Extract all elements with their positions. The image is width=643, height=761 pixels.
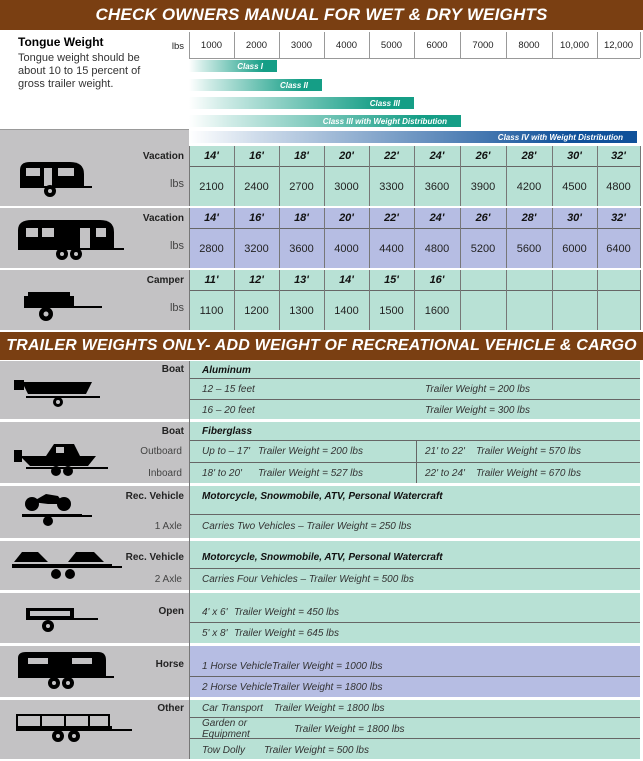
trailer-length-1-9: 32': [611, 212, 626, 224]
boat-aluminum-size-0: 12 – 15 feet: [202, 383, 255, 395]
top-banner: CHECK OWNERS MANUAL FOR WET & DRY WEIGHTS: [0, 0, 643, 30]
trailer-length-1-5: 24': [429, 212, 445, 224]
class-bar-3: Class III with Weight Distribution: [189, 115, 461, 127]
class-bar-2: Class III: [189, 97, 414, 109]
row-gap-1: [0, 206, 643, 208]
boat-fiberglass-kind-1: Inboard: [148, 467, 182, 479]
weight-scale-6: 7000: [472, 39, 494, 51]
trailer-length-2-1: 12': [249, 274, 264, 286]
trailer-length-1-0: 14': [204, 212, 219, 224]
horse-trailer-icon: [14, 648, 114, 692]
boat-fiberglass-a-weight-0: Trailer Weight = 200 lbs: [258, 445, 363, 457]
trailer-unit-label-0: lbs: [169, 178, 184, 190]
snowmobile-trailer-icon: [8, 544, 122, 584]
trailer-length-1-1: 16': [249, 212, 264, 224]
horse-weight-1: Trailer Weight = 1800 lbs: [272, 681, 383, 693]
other-weight-0: Trailer Weight = 1800 lbs: [274, 702, 385, 714]
rec2-header: Motorcycle, Snowmobile, ATV, Personal Watercraft: [202, 551, 443, 563]
rec1-label: Rec. Vehicle: [125, 490, 184, 502]
trailer-weight-1-3: 4000: [334, 242, 359, 255]
trailer-col-line: [640, 270, 641, 330]
class-bar-4: Class IV with Weight Distribution: [189, 131, 637, 143]
other-weight-1: Trailer Weight = 1800 lbs: [294, 723, 405, 735]
trailer-length-0-5: 24': [429, 150, 445, 162]
trailer-weight-0-9: 4800: [606, 180, 631, 193]
scale-divider: [234, 32, 235, 58]
trailer-length-1-7: 28': [521, 212, 537, 224]
open-weight-1: Trailer Weight = 645 lbs: [234, 627, 339, 639]
trailer-type-label-0: Vacation: [142, 150, 184, 162]
class-bar-0: Class I: [189, 60, 277, 72]
open-size-1: 5' x 8': [202, 627, 228, 639]
rec2-row: Carries Four Vehicles – Trailer Weight = 500 lbs: [202, 573, 414, 585]
trailer-length-2-0: 11': [204, 274, 219, 286]
boat-fiberglass-a-weight-1: Trailer Weight = 527 lbs: [258, 467, 363, 479]
boat-aluminum-icon: [12, 372, 108, 410]
open-label: Open: [158, 605, 184, 617]
trailer-col-line: [552, 270, 553, 330]
weight-scale-4: 5000: [380, 39, 403, 51]
boat-fiberglass-b-size-1: 22' to 24': [425, 467, 465, 479]
trailer-weight-0-2: 2700: [289, 180, 314, 193]
boat-fiberglass-icon: [12, 436, 112, 476]
class-bar-1: Class II: [189, 79, 322, 91]
horse-label: Horse: [155, 658, 184, 670]
boat-fiberglass-b-weight-0: Trailer Weight = 570 lbs: [476, 445, 581, 457]
mid-banner: TRAILER WEIGHTS ONLY- ADD WEIGHT OF RECREATIONAL VEHICLE & CARGO: [0, 332, 643, 360]
trailer-type-label-1: Vacation: [142, 212, 184, 224]
boat-aluminum-line-2: [189, 399, 640, 400]
scale-divider: [506, 32, 507, 58]
trailer-weight-2-1: 1200: [244, 304, 269, 317]
rec1-row: Carries Two Vehicles – Trailer Weight = 250 lbs: [202, 520, 412, 532]
trailer-length-1-8: 30': [567, 212, 582, 224]
trailer-weight-0-5: 3600: [424, 180, 450, 193]
trailer-weight-0-4: 3300: [379, 180, 404, 193]
scale-divider: [640, 32, 641, 58]
trailer-weight-2-2: 1300: [289, 304, 314, 317]
boat-fiberglass-header: Fiberglass: [202, 425, 253, 437]
trailer-weight-0-6: 3900: [470, 180, 496, 193]
scale-divider: [597, 32, 598, 58]
trailer-length-0-0: 14': [204, 150, 219, 162]
scale-divider: [552, 32, 553, 58]
boat-fiberglass-kind-0: Outboard: [140, 445, 182, 457]
open-weight-0: Trailer Weight = 450 lbs: [234, 606, 339, 618]
scale-divider: [414, 32, 415, 58]
trailer-weight-2-5: 1600: [424, 304, 450, 317]
boat-aluminum-line-1: [189, 378, 640, 379]
large-travel-trailer-icon: [14, 216, 124, 262]
boat-fiberglass-label: Boat: [161, 425, 184, 437]
trailer-weight-0-8: 4500: [562, 180, 587, 193]
rec2-label: Rec. Vehicle: [125, 551, 184, 563]
trailer-length-0-7: 28': [521, 150, 537, 162]
trailer-length-1-3: 20': [339, 212, 354, 224]
trailer-weight-0-7: 4200: [516, 180, 542, 193]
rec1-line: [189, 514, 640, 515]
weight-scale-0: 1000: [200, 39, 223, 51]
rec1-header: Motorcycle, Snowmobile, ATV, Personal Watercraft: [202, 490, 443, 502]
trailer-length-2-2: 13': [294, 274, 309, 286]
open-trailer-icon: [22, 600, 104, 636]
trailer-weight-1-4: 4400: [379, 242, 404, 255]
other-label: Other: [157, 702, 184, 714]
trailer-weight-0-0: 2100: [199, 180, 224, 193]
boat-fiberglass-a-size-1: 18' to 20': [202, 467, 242, 479]
scale-divider: [460, 32, 461, 58]
trailer-weight-0-3: 3000: [334, 180, 359, 193]
trailer-weight-1-0: 2800: [199, 242, 224, 255]
horse-size-0: 1 Horse Vehicle: [202, 660, 273, 672]
trailer-weight-2-0: 1100: [199, 304, 224, 317]
weight-scale-2: 3000: [290, 39, 313, 51]
rec2-sub: 2 Axle: [154, 573, 182, 585]
boat-fiberglass-b-weight-1: Trailer Weight = 670 lbs: [476, 467, 581, 479]
trailer-unit-label-1: lbs: [169, 240, 184, 252]
boat-aluminum-weight-0: Trailer Weight = 200 lbs: [425, 383, 530, 395]
boat-aluminum-label: Boat: [161, 363, 184, 375]
boat-fiberglass-mid: [416, 440, 417, 483]
lower-divider: [189, 361, 190, 759]
trailer-weight-1-2: 3600: [289, 242, 314, 255]
trailer-type-label-2: Camper: [146, 274, 184, 286]
other-size-1: Garden or Equipment: [202, 718, 250, 740]
trailer-length-2-3: 14': [339, 274, 354, 286]
trailer-weight-1-6: 5200: [470, 242, 496, 255]
weight-scale-7: 8000: [518, 39, 540, 51]
trailer-weight-1-1: 3200: [244, 242, 269, 255]
scale-divider: [279, 32, 280, 58]
weight-scale-3: 4000: [335, 39, 358, 51]
boat-fiberglass-b-size-0: 21' to 22': [425, 445, 465, 457]
weight-scale-1: 2000: [245, 39, 268, 51]
weight-scale-8: 10,000: [559, 39, 590, 51]
trailer-length-0-8: 30': [567, 150, 582, 162]
trailer-length-0-9: 32': [611, 150, 626, 162]
trailer-length-1-6: 26': [475, 212, 491, 224]
boat-aluminum-weight-1: Trailer Weight = 300 lbs: [425, 404, 530, 416]
scale-divider: [189, 32, 190, 58]
trailer-col-line: [460, 270, 461, 330]
trailer-weight-2-3: 1400: [334, 304, 359, 317]
trailer-unit-label-2: lbs: [169, 302, 184, 314]
trailer-length-1-2: 18': [294, 212, 309, 224]
rec1-sub: 1 Axle: [154, 520, 182, 532]
trailer-length-0-4: 22': [384, 150, 399, 162]
utility-trailer-icon: [12, 710, 134, 750]
class-iv-strip: [0, 130, 189, 146]
weight-scale-9: 12,000: [603, 39, 634, 51]
trailer-col-line: [597, 270, 598, 330]
trailer-length-0-1: 16': [249, 150, 264, 162]
other-weight-2: Trailer Weight = 500 lbs: [264, 744, 369, 756]
trailer-length-2-4: 15': [384, 274, 399, 286]
motorcycle-trailer-icon: [18, 488, 94, 528]
boat-aluminum-header: Aluminum: [202, 364, 251, 376]
tongue-weight-title: Tongue Weight: [18, 35, 104, 49]
scale-divider: [369, 32, 370, 58]
trailer-weight-1-7: 5600: [516, 242, 542, 255]
trailer-weight-1-8: 6000: [562, 242, 587, 255]
tongue-weight-description: Tongue weight should be about 10 to 15 percent of gross trailer weight.: [18, 52, 141, 90]
trailer-weight-1-5: 4800: [424, 242, 450, 255]
horse-size-1: 2 Horse Vehicle: [202, 681, 273, 693]
row-gap-2: [0, 268, 643, 270]
trailer-length-0-2: 18': [294, 150, 309, 162]
camper-trailer-icon: [20, 286, 104, 326]
open-size-0: 4' x 6': [202, 606, 228, 618]
tongue-unit-label: lbs: [171, 40, 184, 52]
other-size-2: Tow Dolly: [202, 744, 245, 756]
trailer-length-1-4: 22': [384, 212, 399, 224]
small-travel-trailer-icon: [14, 158, 92, 198]
trailer-weight-0-1: 2400: [244, 180, 269, 193]
trailer-length-0-6: 26': [475, 150, 491, 162]
other-size-0: Car Transport: [202, 702, 263, 714]
trailer-col-line: [640, 208, 641, 268]
scale-divider: [324, 32, 325, 58]
trailer-length-2-5: 16': [429, 274, 445, 286]
trailer-weight-2-4: 1500: [379, 304, 404, 317]
trailer-col-line: [640, 146, 641, 206]
boat-aluminum-size-1: 16 – 20 feet: [202, 404, 255, 416]
scale-bottom-line: [189, 58, 640, 59]
horse-weight-0: Trailer Weight = 1000 lbs: [272, 660, 383, 672]
trailer-col-line: [506, 270, 507, 330]
boat-fiberglass-a-size-0: Up to – 17': [202, 445, 251, 457]
rec2-line: [189, 568, 640, 569]
trailer-length-0-3: 20': [339, 150, 354, 162]
trailer-weight-1-9: 6400: [606, 242, 631, 255]
weight-scale-5: 6000: [426, 39, 448, 51]
